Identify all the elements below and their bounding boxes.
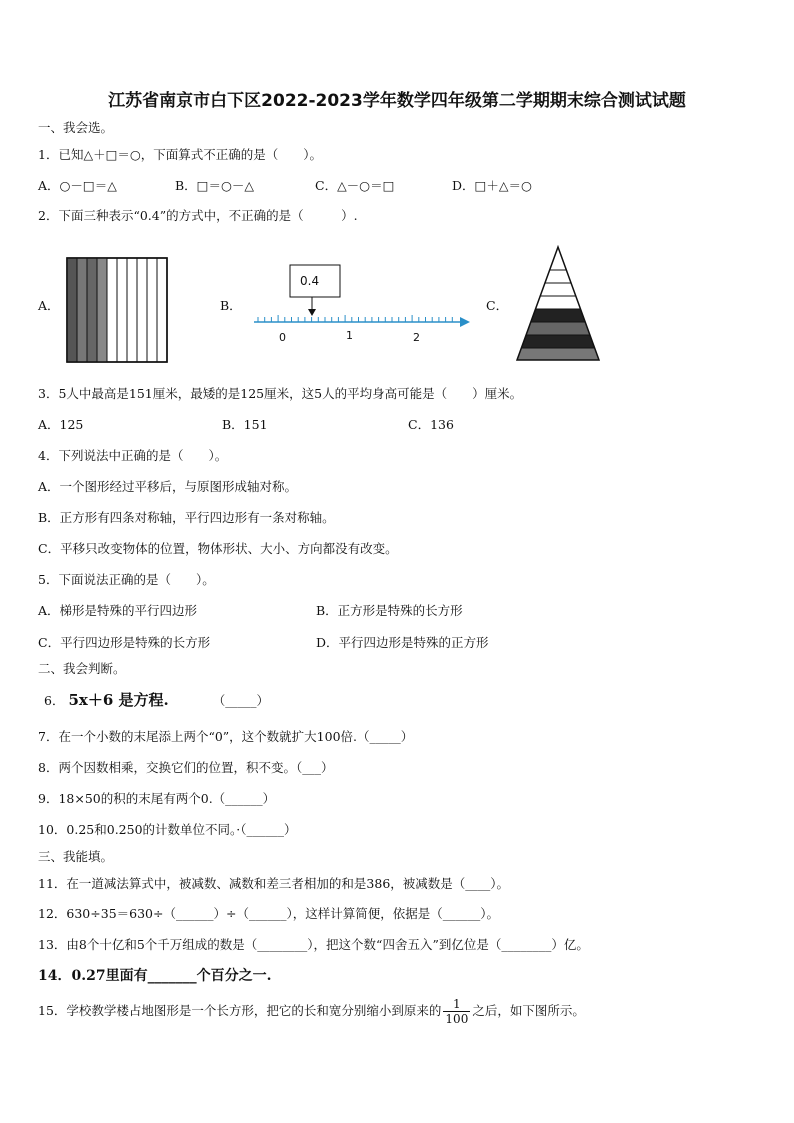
question-5-option-c: C．平行四边形是特殊的长方形 <box>38 635 211 650</box>
question-5-option-a: A．梯形是特殊的平行四边形 <box>38 603 198 618</box>
question-2-stem: 2．下面三种表示“0.4”的方式中，不正确的是（ ）. <box>38 208 358 223</box>
question-3-option-a: A．125 <box>38 417 84 432</box>
figure-number-line <box>248 262 474 348</box>
section-heading-judge: 二、我会判断。 <box>38 661 126 676</box>
question-1-stem: 1．已知△＋□＝○，下面算式不正确的是（ ）。 <box>38 147 323 162</box>
question-15 <box>38 996 585 1026</box>
page-title: 江苏省南京市白下区2022-2023学年数学四年级第二学期期末综合测试试题 <box>108 91 686 111</box>
question-5-option-d: D．平行四边形是特殊的正方形 <box>316 635 489 650</box>
question-6 <box>44 692 269 709</box>
question-1-option-a: A．○－□＝△ <box>38 178 117 193</box>
arrow-down-icon <box>308 309 316 316</box>
question-3-option-c: C．136 <box>408 417 454 432</box>
section-heading-choose: 一、我会选。 <box>38 120 114 135</box>
question-10: 10．0.25和0.250的计数单位不同。·（______） <box>38 822 297 837</box>
question-9: 9．18×50的积的末尾有两个0.（______） <box>38 791 276 806</box>
question-12: 12．630÷35＝630÷（______）÷（______），这样计算简便，依据是（______）。 <box>38 906 499 921</box>
tick-label-1: 1 <box>346 329 353 342</box>
question-5-stem: 5．下面说法正确的是（ ）。 <box>38 572 215 587</box>
question-6-number: 6． <box>44 693 65 708</box>
number-line-box-label: 0.4 <box>300 274 320 288</box>
question-2-option-b: B． <box>220 298 242 313</box>
question-8: 8．两个因数相乘，交换它们的位置，积不变。（___） <box>38 760 334 775</box>
question-11: 11．在一道减法算式中，被减数、减数和差三者相加的和是386，被减数是（____）。 <box>38 876 510 891</box>
question-1-option-c: C．△－○＝□ <box>315 178 395 193</box>
question-3-stem: 3．5人中最高是151厘米，最矮的是125厘米，这5人的平均身高可能是（ ）厘米。 <box>38 386 523 401</box>
question-4-option-a: A．一个图形经过平移后，与原图形成轴对称。 <box>38 479 298 494</box>
question-15-text-before: 15．学校教学楼占地图形是一个长方形，把它的长和宽分别缩小到原来的 <box>38 1003 442 1018</box>
question-5-option-b: B．正方形是特殊的长方形 <box>316 603 463 618</box>
fraction-denominator: 100 <box>445 1012 469 1026</box>
question-3-option-b: B．151 <box>222 417 268 432</box>
question-7: 7．在一个小数的末尾添上两个“0”，这个数就扩大100倍.（_____） <box>38 729 414 744</box>
question-2-option-c: C． <box>486 298 509 313</box>
figure-strip-grid <box>66 257 168 363</box>
question-6-answer-blank[interactable]: （_____） <box>212 693 269 708</box>
question-14: 14．0.27里面有_______个百分之一. <box>38 968 272 984</box>
question-6-expression: 5x＋6 是方程. <box>68 691 169 709</box>
tick-label-2: 2 <box>413 331 420 344</box>
question-4-option-c: C．平移只改变物体的位置，物体形状、大小、方向都没有改变。 <box>38 541 398 556</box>
question-4-stem: 4．下列说法中正确的是（ ）。 <box>38 448 228 463</box>
figure-striped-triangle <box>513 245 603 363</box>
question-13: 13．由8个十亿和5个千万组成的数是（________），把这个数“四舍五入”到亿位是（________）亿。 <box>38 937 589 952</box>
question-2-option-a: A． <box>38 298 60 313</box>
fraction-one-hundredth <box>443 997 470 1026</box>
question-1-option-b: B．□＝○－△ <box>175 178 255 193</box>
question-1-option-d: D．□＋△＝○ <box>452 178 532 193</box>
section-heading-fill: 三、我能填。 <box>38 849 114 864</box>
question-15-text-after: 之后，如下图所示。 <box>472 1003 585 1018</box>
fraction-numerator: 1 <box>443 997 470 1012</box>
tick-label-0: 0 <box>279 331 286 344</box>
arrow-right-icon <box>460 317 470 327</box>
question-4-option-b: B．正方形有四条对称轴，平行四边形有一条对称轴。 <box>38 510 335 525</box>
